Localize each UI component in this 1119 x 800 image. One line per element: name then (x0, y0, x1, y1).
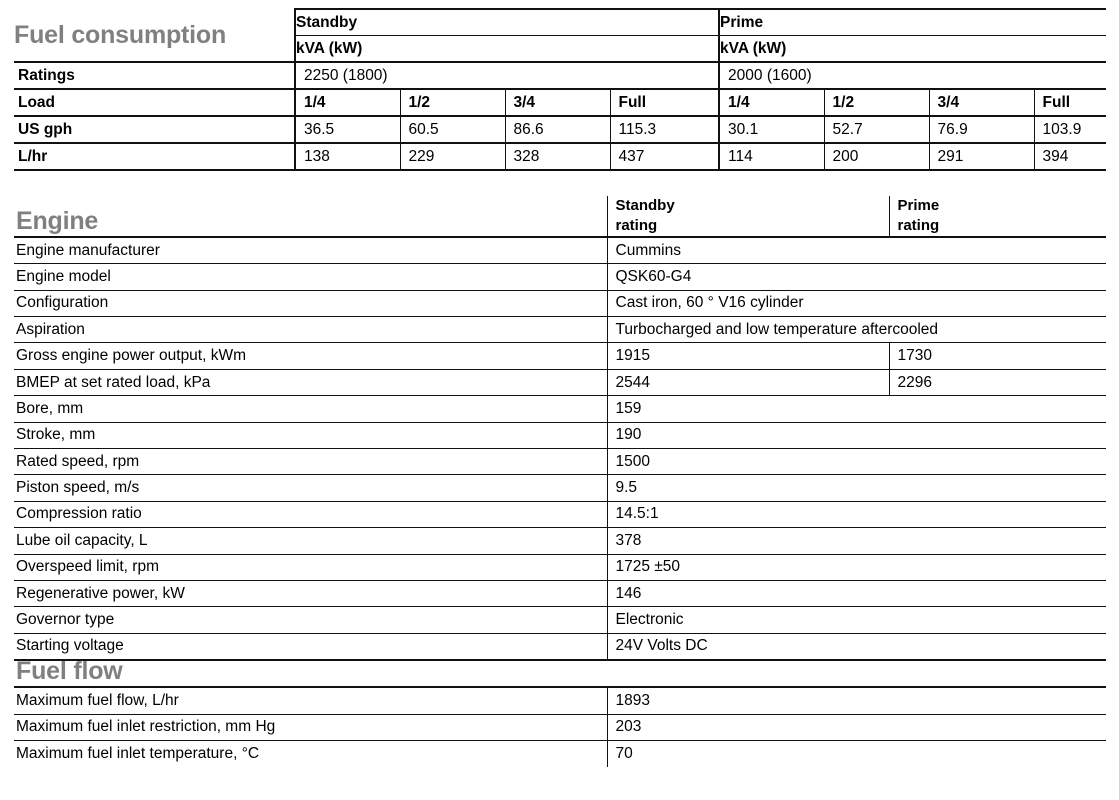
engine-prime-rating-line2: rating (897, 216, 940, 234)
engine-prime-rating-header (889, 196, 1106, 237)
row-label: Engine model (14, 264, 607, 290)
row-label: BMEP at set rated load, kPa (14, 369, 607, 395)
row-value: 70 (607, 741, 1106, 767)
table-row (14, 475, 1106, 501)
us-gph-label: US gph (14, 116, 295, 143)
ratings-label: Ratings (14, 62, 295, 89)
row-value-standby: Cast iron, 60 ° V16 cylinder (607, 290, 1106, 316)
row-value-standby: QSK60-G4 (607, 264, 1106, 290)
fuel-group-name-row (14, 9, 1106, 36)
table-row (14, 501, 1106, 527)
fuel-consumption-table (14, 8, 1106, 171)
row-label: Rated speed, rpm (14, 449, 607, 475)
row-value-standby: Turbocharged and low temperature aftercooled (607, 317, 1106, 343)
prime-load-threequarter: 3/4 (929, 89, 1034, 116)
fuel-ratings-row (14, 62, 1106, 89)
row-value-standby: 1500 (607, 449, 1106, 475)
row-value-standby: 378 (607, 528, 1106, 554)
standby-lhr-full: 437 (610, 143, 719, 170)
standby-usgph-full: 115.3 (610, 116, 719, 143)
row-label: Maximum fuel flow, L/hr (14, 687, 607, 714)
table-row (14, 237, 1106, 264)
engine-title-cell (14, 196, 607, 237)
table-row (14, 741, 1106, 767)
table-row (14, 369, 1106, 395)
engine-standby-rating-line2: rating (615, 216, 658, 234)
fuel-consumption-title-cell (14, 9, 295, 62)
row-label: Lube oil capacity, L (14, 528, 607, 554)
standby-usgph-half: 60.5 (400, 116, 505, 143)
standby-lhr-threequarter: 328 (505, 143, 610, 170)
row-label: Engine manufacturer (14, 237, 607, 264)
prime-load-full: Full (1034, 89, 1106, 116)
row-value-standby: 159 (607, 396, 1106, 422)
row-value-standby: 190 (607, 422, 1106, 448)
standby-load-quarter: 1/4 (295, 89, 400, 116)
row-value-standby: 146 (607, 580, 1106, 606)
row-value: 203 (607, 714, 1106, 740)
row-label: Piston speed, m/s (14, 475, 607, 501)
fuel-flow-title-cell (14, 659, 1106, 687)
table-row (14, 687, 1106, 714)
fuel-lhr-row (14, 143, 1106, 170)
engine-standby-rating-header (607, 196, 889, 237)
standby-rating-value: 2250 (1800) (295, 62, 719, 89)
row-value-standby: 2544 (607, 369, 889, 395)
row-label: Maximum fuel inlet restriction, mm Hg (14, 714, 607, 740)
row-label: Aspiration (14, 317, 607, 343)
row-label: Maximum fuel inlet temperature, °C (16, 744, 260, 762)
row-value: 1893 (607, 687, 1106, 714)
standby-usgph-threequarter: 86.6 (505, 116, 610, 143)
row-label: Bore, mm (14, 396, 607, 422)
row-label: Regenerative power, kW (14, 580, 607, 606)
prime-group-header: Prime (719, 9, 1106, 36)
row-value-standby: Electronic (607, 607, 1106, 633)
fuel-usgph-row (14, 116, 1106, 143)
standby-group-header: Standby (295, 9, 719, 36)
row-label: Governor type (14, 607, 607, 633)
row-value-prime: 2296 (889, 369, 1106, 395)
table-row (14, 422, 1106, 448)
row-label: Gross engine power output, kWm (14, 343, 607, 369)
l-hr-label: L/hr (14, 143, 295, 170)
row-value-standby: 24V Volts DC (607, 633, 1106, 660)
engine-table (14, 196, 1106, 661)
table-row (14, 528, 1106, 554)
row-label: Compression ratio (14, 501, 607, 527)
prime-lhr-full: 394 (1034, 143, 1106, 170)
prime-usgph-quarter: 30.1 (719, 116, 824, 143)
table-row (14, 554, 1106, 580)
prime-lhr-threequarter: 291 (929, 143, 1034, 170)
table-row (14, 449, 1106, 475)
standby-unit-header: kVA (kW) (295, 36, 719, 63)
engine-standby-rating-line1: Standby (615, 197, 675, 214)
fuel-flow-title: Fuel flow (16, 657, 123, 686)
fuel-flow-table (14, 659, 1106, 767)
table-row (14, 343, 1106, 369)
row-value-standby: 1725 ±50 (607, 554, 1106, 580)
prime-lhr-half: 200 (824, 143, 929, 170)
standby-load-half: 1/2 (400, 89, 505, 116)
fuel-consumption-title: Fuel consumption (14, 20, 227, 49)
load-label: Load (14, 89, 295, 116)
engine-prime-rating-line1: Prime (897, 197, 940, 214)
engine-header-row (14, 196, 1106, 237)
table-row (14, 264, 1106, 290)
standby-load-threequarter: 3/4 (505, 89, 610, 116)
engine-title: Engine (16, 206, 99, 235)
prime-load-quarter: 1/4 (719, 89, 824, 116)
table-row (14, 633, 1106, 660)
row-value-standby: Cummins (607, 237, 1106, 264)
standby-usgph-quarter: 36.5 (295, 116, 400, 143)
fuel-load-row (14, 89, 1106, 116)
prime-unit-header: kVA (kW) (719, 36, 1106, 63)
prime-usgph-threequarter: 76.9 (929, 116, 1034, 143)
row-label: Overspeed limit, rpm (14, 554, 607, 580)
standby-lhr-quarter: 138 (295, 143, 400, 170)
fuel-flow-header-row (14, 659, 1106, 687)
table-row (14, 580, 1106, 606)
prime-load-half: 1/2 (824, 89, 929, 116)
row-label: Stroke, mm (14, 422, 607, 448)
standby-lhr-half: 229 (400, 143, 505, 170)
table-row (14, 714, 1106, 740)
table-row (14, 317, 1106, 343)
table-row (14, 607, 1106, 633)
row-value-prime: 1730 (889, 343, 1106, 369)
prime-usgph-half: 52.7 (824, 116, 929, 143)
prime-lhr-quarter: 114 (719, 143, 824, 170)
row-label: Starting voltage (14, 633, 607, 660)
prime-usgph-full: 103.9 (1034, 116, 1106, 143)
table-row (14, 290, 1106, 316)
prime-rating-value: 2000 (1600) (719, 62, 1106, 89)
row-value-standby: 1915 (607, 343, 889, 369)
row-value-standby: 14.5:1 (607, 501, 1106, 527)
row-label: Configuration (14, 290, 607, 316)
row-value-standby: 9.5 (607, 475, 1106, 501)
standby-load-full: Full (610, 89, 719, 116)
table-row (14, 396, 1106, 422)
